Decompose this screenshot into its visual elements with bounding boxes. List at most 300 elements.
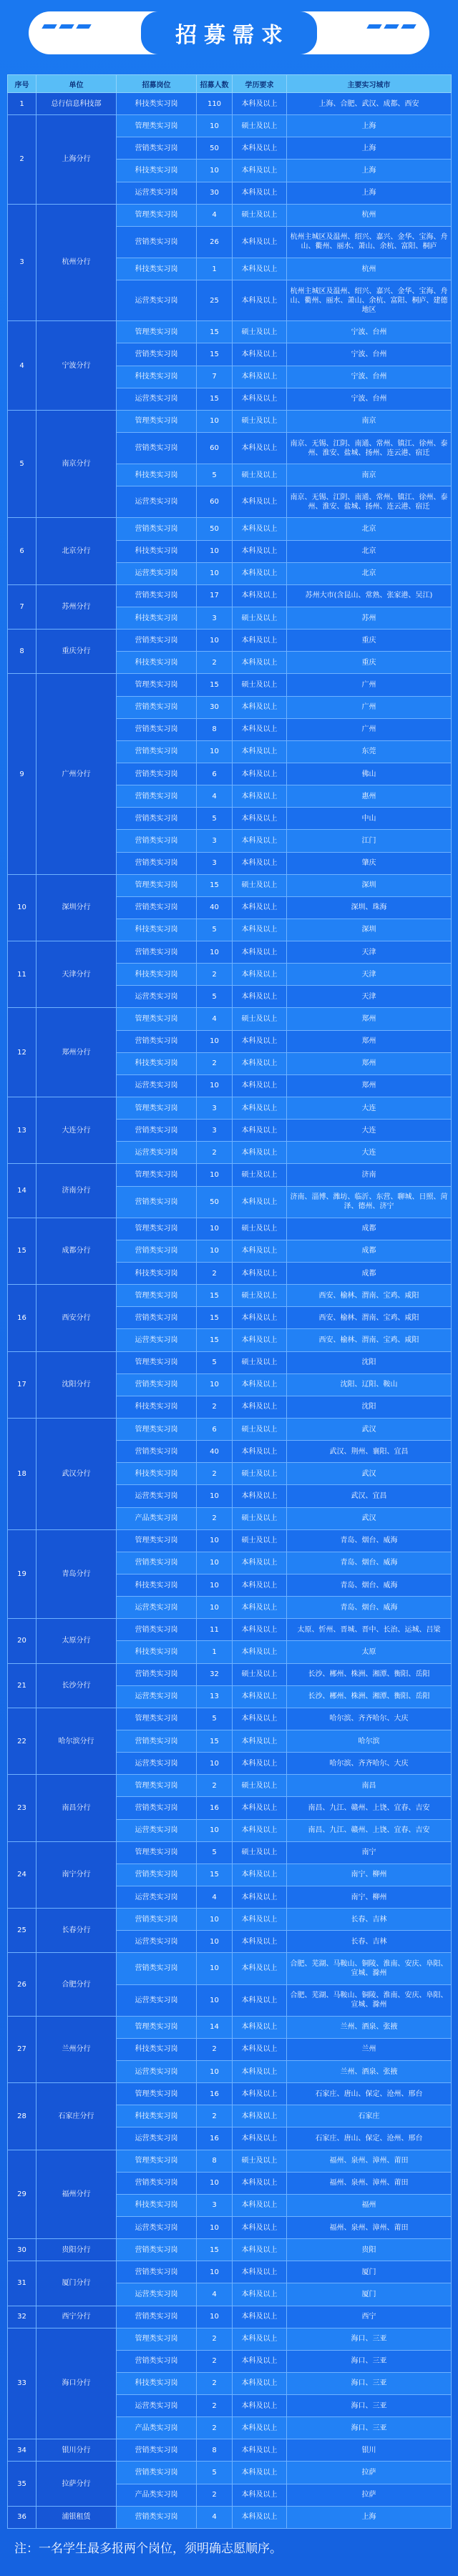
cell-position: 营销类实习岗 xyxy=(117,2506,197,2528)
cell-position: 营销类实习岗 xyxy=(117,1373,197,1396)
cell-education: 本科及以上 xyxy=(233,1052,287,1074)
cell-position: 营销类实习岗 xyxy=(117,1619,197,1641)
cell-position: 运营类实习岗 xyxy=(117,1485,197,1507)
cell-position: 管理类实习岗 xyxy=(117,1419,197,1441)
cell-count: 10 xyxy=(197,1552,233,1574)
cell-no: 11 xyxy=(8,941,36,1008)
cell-education: 本科及以上 xyxy=(233,2083,287,2105)
cell-city: 大连 xyxy=(287,1097,452,1120)
cell-count: 2 xyxy=(197,2372,233,2394)
cell-position: 营销类实习岗 xyxy=(117,1030,197,1052)
header-position: 招募岗位 xyxy=(117,75,197,93)
cell-position: 运营类实习岗 xyxy=(117,562,197,584)
cell-city: 济南、淄博、潍坊、临沂、东营、聊城、日照、菏泽、德州、济宁 xyxy=(287,1186,452,1218)
cell-position: 科技类实习岗 xyxy=(117,258,197,280)
cell-education: 硕士及以上 xyxy=(233,464,287,486)
cell-position: 科技类实习岗 xyxy=(117,2372,197,2394)
cell-position: 管理类实习岗 xyxy=(117,1097,197,1120)
cell-count: 26 xyxy=(197,226,233,258)
decor-left xyxy=(43,24,90,29)
table-row xyxy=(8,941,452,964)
cell-position: 管理类实习岗 xyxy=(117,1708,197,1730)
cell-count: 10 xyxy=(197,1485,233,1507)
cell-education: 本科及以上 xyxy=(233,1819,287,1841)
cell-unit: 重庆分行 xyxy=(36,630,117,674)
cell-city: 海口、三亚 xyxy=(287,2395,452,2417)
cell-count: 2 xyxy=(197,2328,233,2350)
table-row xyxy=(8,1285,452,1307)
cell-city: 拉萨 xyxy=(287,2484,452,2506)
cell-education: 本科及以上 xyxy=(233,2038,287,2060)
recruitment-table-container xyxy=(7,74,451,2529)
cell-count: 3 xyxy=(197,830,233,852)
cell-position: 运营类实习岗 xyxy=(117,1931,197,1953)
cell-position: 科技类实习岗 xyxy=(117,652,197,674)
table-row xyxy=(8,1164,452,1186)
cell-city: 上海 xyxy=(287,137,452,160)
cell-unit: 长沙分行 xyxy=(36,1663,117,1708)
cell-position: 管理类实习岗 xyxy=(117,2328,197,2350)
cell-no: 10 xyxy=(8,874,36,941)
cell-education: 本科及以上 xyxy=(233,258,287,280)
cell-count: 10 xyxy=(197,2261,233,2283)
cell-city: 杭州 xyxy=(287,204,452,226)
cell-count: 110 xyxy=(197,93,233,115)
cell-count: 30 xyxy=(197,696,233,718)
cell-position: 营销类实习岗 xyxy=(117,1307,197,1329)
cell-city: 太原 xyxy=(287,1641,452,1663)
cell-count: 2 xyxy=(197,2484,233,2506)
cell-education: 本科及以上 xyxy=(233,2395,287,2417)
cell-position: 产品类实习岗 xyxy=(117,2484,197,2506)
cell-position: 营销类实习岗 xyxy=(117,2239,197,2261)
table-row xyxy=(8,2328,452,2350)
cell-education: 硕士及以上 xyxy=(233,874,287,896)
cell-count: 4 xyxy=(197,2506,233,2528)
cell-count: 3 xyxy=(197,607,233,629)
cell-city: 银川 xyxy=(287,2439,452,2462)
cell-unit: 苏州分行 xyxy=(36,584,117,629)
cell-city: 广州 xyxy=(287,718,452,740)
cell-city: 成都 xyxy=(287,1218,452,1240)
cell-count: 40 xyxy=(197,1441,233,1463)
cell-no: 31 xyxy=(8,2261,36,2306)
cell-count: 2 xyxy=(197,2038,233,2060)
table-row xyxy=(8,2306,452,2328)
cell-education: 硕士及以上 xyxy=(233,1529,287,1552)
cell-education: 硕士及以上 xyxy=(233,1351,287,1373)
cell-city: 上海 xyxy=(287,2506,452,2528)
cell-unit: 杭州分行 xyxy=(36,204,117,321)
cell-unit: 深圳分行 xyxy=(36,874,117,941)
cell-position: 管理类实习岗 xyxy=(117,2083,197,2105)
cell-city: 宁波、台州 xyxy=(287,321,452,343)
table-row xyxy=(8,1953,452,1984)
cell-count: 15 xyxy=(197,2239,233,2261)
cell-no: 5 xyxy=(8,410,36,518)
cell-position: 营销类实习岗 xyxy=(117,852,197,874)
table-row xyxy=(8,2239,452,2261)
cell-position: 管理类实习岗 xyxy=(117,115,197,137)
cell-position: 运营类实习岗 xyxy=(117,1142,197,1164)
cell-no: 28 xyxy=(8,2083,36,2150)
cell-education: 本科及以上 xyxy=(233,1186,287,1218)
cell-no: 25 xyxy=(8,1909,36,1953)
cell-city: 北京 xyxy=(287,518,452,540)
cell-unit: 银川分行 xyxy=(36,2439,117,2462)
cell-city: 长春、吉林 xyxy=(287,1931,452,1953)
cell-education: 硕士及以上 xyxy=(233,1841,287,1864)
cell-education: 本科及以上 xyxy=(233,1730,287,1752)
cell-position: 营销类实习岗 xyxy=(117,696,197,718)
table-row xyxy=(8,2261,452,2283)
cell-unit: 济南分行 xyxy=(36,1164,117,1218)
cell-education: 本科及以上 xyxy=(233,2172,287,2194)
cell-education: 本科及以上 xyxy=(233,1864,287,1886)
cell-unit: 贵阳分行 xyxy=(36,2239,117,2261)
cell-city: 苏州 xyxy=(287,607,452,629)
cell-city: 青岛、烟台、威海 xyxy=(287,1552,452,1574)
cell-city: 广州 xyxy=(287,674,452,696)
cell-city: 青岛、烟台、威海 xyxy=(287,1597,452,1619)
cell-education: 本科及以上 xyxy=(233,1753,287,1775)
cell-position: 科技类实习岗 xyxy=(117,607,197,629)
cell-education: 硕士及以上 xyxy=(233,1008,287,1030)
cell-count: 2 xyxy=(197,964,233,986)
title-banner xyxy=(29,11,429,54)
cell-position: 运营类实习岗 xyxy=(117,1685,197,1708)
cell-count: 6 xyxy=(197,763,233,785)
cell-city: 天津 xyxy=(287,941,452,964)
cell-city: 南昌 xyxy=(287,1775,452,1797)
cell-education: 本科及以上 xyxy=(233,1263,287,1285)
cell-education: 本科及以上 xyxy=(233,518,287,540)
cell-count: 10 xyxy=(197,1074,233,1097)
table-row xyxy=(8,2439,452,2462)
cell-education: 本科及以上 xyxy=(233,2506,287,2528)
cell-position: 运营类实习岗 xyxy=(117,986,197,1008)
cell-count: 10 xyxy=(197,2060,233,2082)
cell-education: 本科及以上 xyxy=(233,1641,287,1663)
cell-education: 本科及以上 xyxy=(233,2350,287,2372)
cell-count: 2 xyxy=(197,652,233,674)
cell-position: 运营类实习岗 xyxy=(117,2395,197,2417)
cell-education: 本科及以上 xyxy=(233,2016,287,2038)
cell-count: 10 xyxy=(197,1030,233,1052)
cell-no: 30 xyxy=(8,2239,36,2261)
cell-education: 硕士及以上 xyxy=(233,1285,287,1307)
cell-count: 40 xyxy=(197,896,233,919)
cell-unit: 福州分行 xyxy=(36,2150,117,2239)
cell-position: 营销类实习岗 xyxy=(117,137,197,160)
cell-city: 青岛、烟台、威海 xyxy=(287,1575,452,1597)
table-row xyxy=(8,1909,452,1931)
cell-city: 北京 xyxy=(287,540,452,562)
cell-position: 科技类实习岗 xyxy=(117,2105,197,2127)
cell-position: 营销类实习岗 xyxy=(117,584,197,607)
cell-count: 50 xyxy=(197,1186,233,1218)
cell-city: 厦门 xyxy=(287,2261,452,2283)
cell-no: 26 xyxy=(8,1953,36,2016)
cell-count: 5 xyxy=(197,1841,233,1864)
cell-count: 8 xyxy=(197,2150,233,2172)
cell-education: 本科及以上 xyxy=(233,1953,287,1984)
cell-city: 宁波、台州 xyxy=(287,366,452,388)
cell-unit: 南宁分行 xyxy=(36,1841,117,1908)
cell-count: 16 xyxy=(197,2127,233,2150)
cell-no: 15 xyxy=(8,1218,36,1284)
cell-education: 本科及以上 xyxy=(233,1685,287,1708)
table-row xyxy=(8,1529,452,1552)
cell-unit: 长春分行 xyxy=(36,1909,117,1953)
table-row xyxy=(8,2506,452,2528)
table-row xyxy=(8,1619,452,1641)
cell-count: 2 xyxy=(197,1052,233,1074)
cell-count: 8 xyxy=(197,718,233,740)
cell-city: 中山 xyxy=(287,808,452,830)
cell-city: 重庆 xyxy=(287,652,452,674)
header-unit: 单位 xyxy=(36,75,117,93)
cell-no: 29 xyxy=(8,2150,36,2239)
cell-no: 33 xyxy=(8,2328,36,2439)
table-row xyxy=(8,93,452,115)
cell-position: 科技类实习岗 xyxy=(117,1463,197,1485)
cell-unit: 合肥分行 xyxy=(36,1953,117,2016)
cell-education: 本科及以上 xyxy=(233,2306,287,2328)
cell-education: 本科及以上 xyxy=(233,808,287,830)
cell-position: 科技类实习岗 xyxy=(117,540,197,562)
cell-no: 13 xyxy=(8,1097,36,1164)
cell-position: 营销类实习岗 xyxy=(117,1730,197,1752)
cell-count: 13 xyxy=(197,1685,233,1708)
cell-education: 本科及以上 xyxy=(233,1329,287,1351)
header-city: 主要实习城市 xyxy=(287,75,452,93)
cell-city: 沈阳、辽阳、鞍山 xyxy=(287,1373,452,1396)
cell-city: 宁波、台州 xyxy=(287,388,452,410)
cell-education: 本科及以上 xyxy=(233,1797,287,1819)
cell-no: 34 xyxy=(8,2439,36,2462)
cell-city: 石家庄 xyxy=(287,2105,452,2127)
cell-position: 科技类实习岗 xyxy=(117,160,197,182)
cell-position: 营销类实习岗 xyxy=(117,785,197,808)
cell-count: 2 xyxy=(197,2105,233,2127)
cell-education: 本科及以上 xyxy=(233,785,287,808)
cell-count: 10 xyxy=(197,1819,233,1841)
cell-city: 南昌、九江、赣州、上饶、宜春、吉安 xyxy=(287,1819,452,1841)
cell-position: 运营类实习岗 xyxy=(117,1819,197,1841)
table-row xyxy=(8,1663,452,1685)
cell-education: 本科及以上 xyxy=(233,1575,287,1597)
cell-position: 管理类实习岗 xyxy=(117,204,197,226)
cell-education: 本科及以上 xyxy=(233,1074,287,1097)
cell-count: 15 xyxy=(197,1307,233,1329)
cell-position: 管理类实习岗 xyxy=(117,321,197,343)
cell-city: 哈尔滨 xyxy=(287,1730,452,1752)
cell-unit: 广州分行 xyxy=(36,674,117,874)
cell-city: 天津 xyxy=(287,964,452,986)
cell-education: 本科及以上 xyxy=(233,630,287,652)
cell-count: 30 xyxy=(197,182,233,204)
cell-count: 10 xyxy=(197,2172,233,2194)
cell-city: 大连 xyxy=(287,1120,452,1142)
cell-education: 本科及以上 xyxy=(233,1984,287,2016)
cell-count: 15 xyxy=(197,1730,233,1752)
cell-count: 17 xyxy=(197,584,233,607)
table-row xyxy=(8,321,452,343)
cell-city: 哈尔滨、齐齐哈尔、大庆 xyxy=(287,1708,452,1730)
table-row xyxy=(8,1419,452,1441)
cell-education: 本科及以上 xyxy=(233,1120,287,1142)
cell-count: 10 xyxy=(197,2306,233,2328)
cell-count: 2 xyxy=(197,2350,233,2372)
cell-education: 本科及以上 xyxy=(233,1909,287,1931)
cell-education: 本科及以上 xyxy=(233,388,287,410)
table-row xyxy=(8,2150,452,2172)
cell-no: 17 xyxy=(8,1351,36,1418)
cell-education: 本科及以上 xyxy=(233,896,287,919)
cell-position: 营销类实习岗 xyxy=(117,941,197,964)
cell-unit: 成都分行 xyxy=(36,1218,117,1284)
cell-education: 本科及以上 xyxy=(233,2484,287,2506)
cell-count: 15 xyxy=(197,343,233,366)
cell-city: 海口、三亚 xyxy=(287,2328,452,2350)
header xyxy=(0,0,458,69)
cell-count: 5 xyxy=(197,919,233,941)
cell-count: 15 xyxy=(197,874,233,896)
cell-education: 本科及以上 xyxy=(233,486,287,518)
cell-count: 4 xyxy=(197,1886,233,1908)
cell-position: 运营类实习岗 xyxy=(117,1984,197,2016)
cell-count: 6 xyxy=(197,1419,233,1441)
cell-education: 本科及以上 xyxy=(233,964,287,986)
cell-city: 海口、三亚 xyxy=(287,2417,452,2439)
cell-unit: 总行信息科技部 xyxy=(36,93,117,115)
cell-count: 10 xyxy=(197,1931,233,1953)
cell-city: 青岛、烟台、威海 xyxy=(287,1529,452,1552)
cell-education: 本科及以上 xyxy=(233,2283,287,2306)
cell-position: 营销类实习岗 xyxy=(117,226,197,258)
cell-education: 本科及以上 xyxy=(233,1373,287,1396)
cell-education: 硕士及以上 xyxy=(233,674,287,696)
cell-position: 管理类实习岗 xyxy=(117,2016,197,2038)
cell-education: 本科及以上 xyxy=(233,2194,287,2216)
cell-education: 本科及以上 xyxy=(233,919,287,941)
cell-count: 10 xyxy=(197,1240,233,1262)
cell-no: 2 xyxy=(8,115,36,205)
cell-education: 硕士及以上 xyxy=(233,1507,287,1529)
cell-education: 本科及以上 xyxy=(233,1931,287,1953)
cell-education: 硕士及以上 xyxy=(233,204,287,226)
cell-city: 广州 xyxy=(287,696,452,718)
cell-count: 15 xyxy=(197,1285,233,1307)
cell-count: 10 xyxy=(197,1164,233,1186)
cell-count: 25 xyxy=(197,280,233,321)
cell-position: 产品类实习岗 xyxy=(117,2417,197,2439)
cell-position: 营销类实习岗 xyxy=(117,1909,197,1931)
cell-count: 60 xyxy=(197,486,233,518)
cell-count: 10 xyxy=(197,1373,233,1396)
cell-position: 管理类实习岗 xyxy=(117,1164,197,1186)
cell-education: 本科及以上 xyxy=(233,432,287,464)
cell-count: 3 xyxy=(197,1120,233,1142)
cell-no: 18 xyxy=(8,1419,36,1530)
cell-city: 苏州大市(含昆山、常熟、张家港、吴江) xyxy=(287,584,452,607)
cell-unit: 青岛分行 xyxy=(36,1529,117,1619)
cell-education: 本科及以上 xyxy=(233,1307,287,1329)
cell-education: 本科及以上 xyxy=(233,2261,287,2283)
cell-city: 长沙、郴州、株洲、湘潭、衡阳、岳阳 xyxy=(287,1663,452,1685)
cell-unit: 西安分行 xyxy=(36,1285,117,1351)
cell-position: 营销类实习岗 xyxy=(117,2350,197,2372)
cell-unit: 拉萨分行 xyxy=(36,2462,117,2506)
cell-count: 16 xyxy=(197,2083,233,2105)
cell-unit: 厦门分行 xyxy=(36,2261,117,2306)
cell-city: 哈尔滨、齐齐哈尔、大庆 xyxy=(287,1753,452,1775)
cell-city: 郑州 xyxy=(287,1008,452,1030)
cell-no: 9 xyxy=(8,674,36,874)
cell-city: 长沙、郴州、株洲、湘潭、衡阳、岳阳 xyxy=(287,1685,452,1708)
cell-position: 营销类实习岗 xyxy=(117,1441,197,1463)
cell-city: 西安、榆林、渭南、宝鸡、咸阳 xyxy=(287,1285,452,1307)
cell-city: 南京 xyxy=(287,410,452,432)
cell-position: 运营类实习岗 xyxy=(117,2060,197,2082)
cell-education: 本科及以上 xyxy=(233,2239,287,2261)
cell-position: 营销类实习岗 xyxy=(117,2439,197,2462)
cell-education: 硕士及以上 xyxy=(233,410,287,432)
cell-no: 14 xyxy=(8,1164,36,1218)
cell-position: 营销类实习岗 xyxy=(117,740,197,763)
cell-position: 科技类实习岗 xyxy=(117,1641,197,1663)
cell-city: 南京 xyxy=(287,464,452,486)
cell-no: 8 xyxy=(8,630,36,674)
cell-city: 上海 xyxy=(287,182,452,204)
cell-count: 2 xyxy=(197,2417,233,2439)
cell-city: 杭州 xyxy=(287,258,452,280)
cell-count: 3 xyxy=(197,852,233,874)
cell-city: 合肥、芜湖、马鞍山、铜陵、淮南、安庆、阜阳、宣城、滁州 xyxy=(287,1984,452,2016)
cell-city: 太原、忻州、晋城、晋中、长治、运城、吕梁 xyxy=(287,1619,452,1641)
cell-position: 科技类实习岗 xyxy=(117,1052,197,1074)
cell-position: 运营类实习岗 xyxy=(117,280,197,321)
table-body xyxy=(8,93,452,2529)
cell-education: 本科及以上 xyxy=(233,2462,287,2484)
table-row xyxy=(8,410,452,432)
cell-city: 海口、三亚 xyxy=(287,2372,452,2394)
cell-count: 14 xyxy=(197,2016,233,2038)
cell-city: 沈阳 xyxy=(287,1396,452,1418)
cell-position: 管理类实习岗 xyxy=(117,1775,197,1797)
cell-education: 本科及以上 xyxy=(233,1030,287,1052)
cell-city: 南宁、柳州 xyxy=(287,1886,452,1908)
cell-position: 营销类实习岗 xyxy=(117,630,197,652)
cell-unit: 南昌分行 xyxy=(36,1775,117,1841)
cell-city: 合肥、芜湖、马鞍山、铜陵、淮南、安庆、阜阳、宣城、滁州 xyxy=(287,1953,452,1984)
cell-unit: 浦银租赁 xyxy=(36,2506,117,2528)
cell-city: 宁波、台州 xyxy=(287,343,452,366)
cell-count: 2 xyxy=(197,1775,233,1797)
cell-count: 2 xyxy=(197,1396,233,1418)
cell-city: 西安、榆林、渭南、宝鸡、咸阳 xyxy=(287,1307,452,1329)
cell-education: 本科及以上 xyxy=(233,652,287,674)
cell-no: 16 xyxy=(8,1285,36,1351)
cell-no: 4 xyxy=(8,321,36,411)
cell-education: 本科及以上 xyxy=(233,137,287,160)
table-row xyxy=(8,518,452,540)
cell-city: 西安、榆林、渭南、宝鸡、咸阳 xyxy=(287,1329,452,1351)
cell-count: 10 xyxy=(197,630,233,652)
cell-position: 营销类实习岗 xyxy=(117,1864,197,1886)
cell-city: 厦门 xyxy=(287,2283,452,2306)
